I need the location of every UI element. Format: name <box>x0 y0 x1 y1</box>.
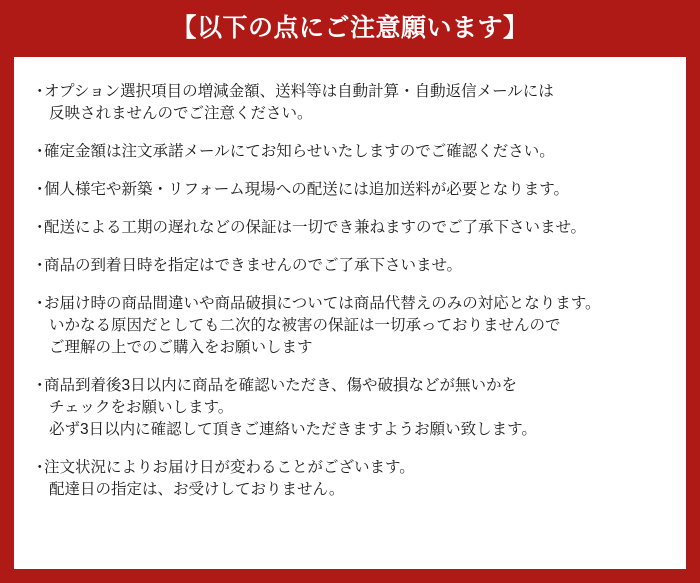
notice-line-text: 個人様宅や新築・リフォーム現場への配送には追加送料が必要となります。 <box>44 181 569 198</box>
list-item <box>32 457 668 501</box>
list-item <box>32 293 668 359</box>
notice-line-text: 配送による工期の遅れなどの保証は一切でき兼ねますのでご了承下さいませ。 <box>44 219 587 236</box>
notice-line-text: 確定金額は注文承諾メールにてお知らせいたしますのでご確認ください。 <box>44 143 555 160</box>
bullet-icon: ・ <box>32 377 48 394</box>
notice-line <box>32 255 668 277</box>
page-title: 【以下の点にご注意願います】 <box>171 14 529 42</box>
notice-line: 配達日の指定は、お受けしておりません。 <box>49 481 345 498</box>
notice-line: チェックをお願いします。 <box>49 399 234 416</box>
bullet-icon: ・ <box>32 143 48 160</box>
bullet-icon: ・ <box>32 219 48 236</box>
notice-line <box>32 375 668 397</box>
notice-body <box>14 57 686 569</box>
list-item <box>32 81 668 125</box>
notice-line: 必ず3日以内に確認して頂きご連絡いただきますようお願い致します。 <box>49 421 537 438</box>
notice-list <box>32 81 668 501</box>
notice-line-text: お届け時の商品間違いや商品破損については商品代替えのみの対応となります。 <box>44 295 601 312</box>
bullet-icon: ・ <box>32 295 48 312</box>
bullet-icon: ・ <box>32 257 48 274</box>
notice-line <box>32 179 668 201</box>
notice-line: いかなる原因だとしても二次的な被害の保証は一切承っておりませんので <box>49 317 561 334</box>
list-item <box>32 375 668 441</box>
notice-line-text: 商品到着後3日以内に商品を確認いただき、傷や破損などが無いかを <box>44 377 518 394</box>
notice-line <box>32 293 668 315</box>
list-item <box>32 141 668 163</box>
list-item <box>32 179 668 201</box>
notice-line-text: 注文状況によりお届け日が変わることがございます。 <box>44 459 415 476</box>
notice-line: 反映されませんのでご注意ください。 <box>49 105 313 122</box>
notice-line <box>32 217 668 239</box>
notice-line: ご理解の上でのご購入をお願いします <box>49 339 313 356</box>
notice-line <box>32 457 668 479</box>
list-item <box>32 217 668 239</box>
list-item <box>32 255 668 277</box>
bullet-icon: ・ <box>32 181 48 198</box>
notice-line-text: 商品の到着日時を指定はできませんのでご了承下さいませ。 <box>44 257 463 274</box>
bullet-icon: ・ <box>32 83 48 100</box>
notice-line-text: オプション選択項目の増減金額、送料等は自動計算・自動返信メールには <box>44 83 554 100</box>
notice-line <box>32 81 668 103</box>
notice-line <box>32 141 668 163</box>
bullet-icon: ・ <box>32 459 48 476</box>
